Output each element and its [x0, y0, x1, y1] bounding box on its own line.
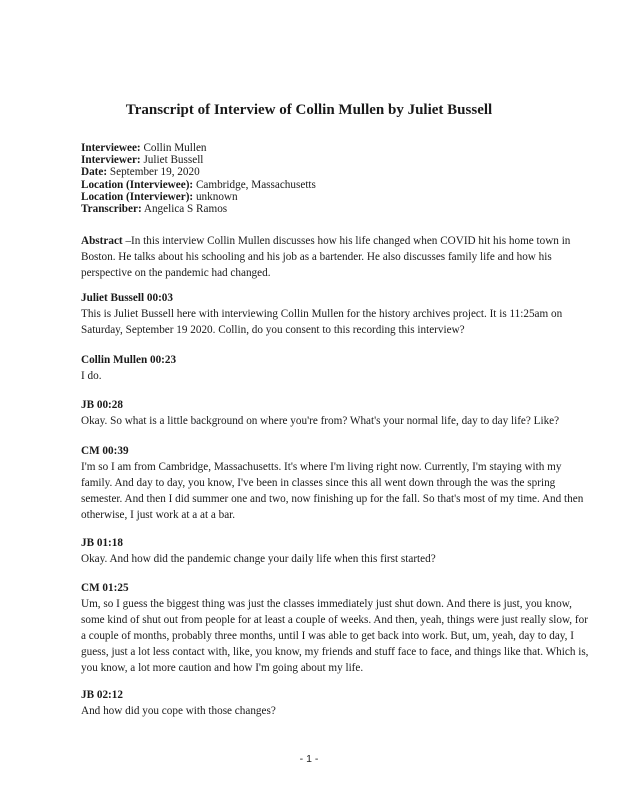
metadata-value: unknown: [193, 190, 238, 203]
turn-line: Okay. So what is a little background on where you're from? What's your normal life, day to day life? Like?: [81, 415, 560, 427]
speaker-heading: CM 01:25: [81, 582, 129, 594]
turn-line: you know, a lot more caution and how I'm going about my life.: [81, 662, 364, 674]
metadata-interviewee: [81, 142, 316, 154]
turn-line: And how did you cope with those changes?: [81, 705, 276, 717]
metadata-location-interviewer: [81, 191, 316, 203]
turn-line: family. And day to day, you know, I've been in classes since this all went down through the was the spring: [81, 477, 556, 489]
metadata-label: Transcriber:: [81, 203, 142, 216]
abstract: [81, 233, 571, 281]
metadata-value: September 19, 2020: [107, 166, 200, 179]
metadata-date: [81, 166, 316, 178]
turn-line: some kind of shut out from people for at least a couple of weeks. And then, yeah, things were just really slow, for: [81, 614, 588, 626]
turn-line: This is Juliet Bussell here with interviewing Collin Mullen for the history archives project. It is 11:25am on: [81, 308, 563, 320]
abstract-text: –In this interview Collin Mullen discusses how his life changed when COVID hit his home town in: [122, 235, 571, 247]
speaker-heading: JB 02:12: [81, 689, 123, 701]
transcript-turn: [81, 290, 563, 338]
turn-line: a couple of months, probably three months, until I was able to get back into work. But, um, yeah, day to day, I: [81, 630, 574, 642]
abstract-label: Abstract: [81, 235, 123, 247]
abstract-line: [81, 233, 571, 249]
metadata-label: Location (Interviewee):: [81, 178, 194, 191]
turn-line: Saturday, September 19 2020. Collin, do you consent to this recording this interview?: [81, 324, 465, 336]
transcript-turn: [81, 687, 551, 719]
turn-line: otherwise, I just work at a at a bar.: [81, 509, 236, 521]
page-number: - 1 -: [299, 753, 319, 765]
transcript-turn: [81, 580, 589, 676]
metadata-value: Angelica S Ramos: [141, 203, 228, 216]
speaker-heading: Collin Mullen 00:23: [81, 354, 177, 366]
metadata-label: Location (Interviewer):: [81, 190, 194, 203]
transcript-turn: [81, 443, 584, 523]
speaker-heading: JB 01:18: [81, 537, 123, 549]
interview-metadata: [81, 142, 316, 215]
speaker-heading: CM 00:39: [81, 445, 129, 457]
turn-line: Okay. And how did the pandemic change your daily life when this first started?: [81, 553, 436, 565]
turn-line: semester. And then I did summer one and two, now finishing up for the fall. So that's most of my time. And then: [81, 493, 584, 505]
turn-line: guess, just a lot less contact with, like, you know, my friends and stuff face to face, and things like that. Which is,: [81, 646, 589, 658]
metadata-value: Cambridge, Massachusetts: [193, 178, 316, 191]
metadata-label: Interviewee:: [81, 142, 141, 154]
metadata-label: Date:: [81, 166, 108, 179]
metadata-interviewer: [81, 154, 316, 166]
speaker-heading: Juliet Bussell 00:03: [81, 292, 173, 304]
abstract-line: perspective on the pandemic had changed.: [81, 267, 271, 279]
metadata-value: Collin Mullen: [140, 142, 207, 154]
metadata-transcriber: [81, 203, 316, 215]
transcript-turn: [81, 535, 551, 567]
abstract-line: Boston. He talks about his schooling and his job as a bartender. He also discusses family life and how his: [81, 251, 552, 263]
transcript-turn: [81, 352, 551, 384]
metadata-label: Interviewer:: [81, 154, 141, 167]
turn-line: I'm so I am from Cambridge, Massachusetts. It's where I'm living right now. Currently, I'm staying with my: [81, 461, 562, 473]
transcript-turn: [81, 397, 560, 429]
speaker-heading: JB 00:28: [81, 399, 123, 411]
metadata-value: Juliet Bussell: [140, 154, 204, 167]
metadata-location-interviewee: [81, 179, 316, 191]
document-title: Transcript of Interview of Collin Mullen by Juliet Bussell: [125, 102, 493, 118]
turn-line: Um, so I guess the biggest thing was just the classes immediately just shut down. And there is just, you know,: [81, 598, 572, 610]
turn-line: I do.: [81, 370, 102, 382]
